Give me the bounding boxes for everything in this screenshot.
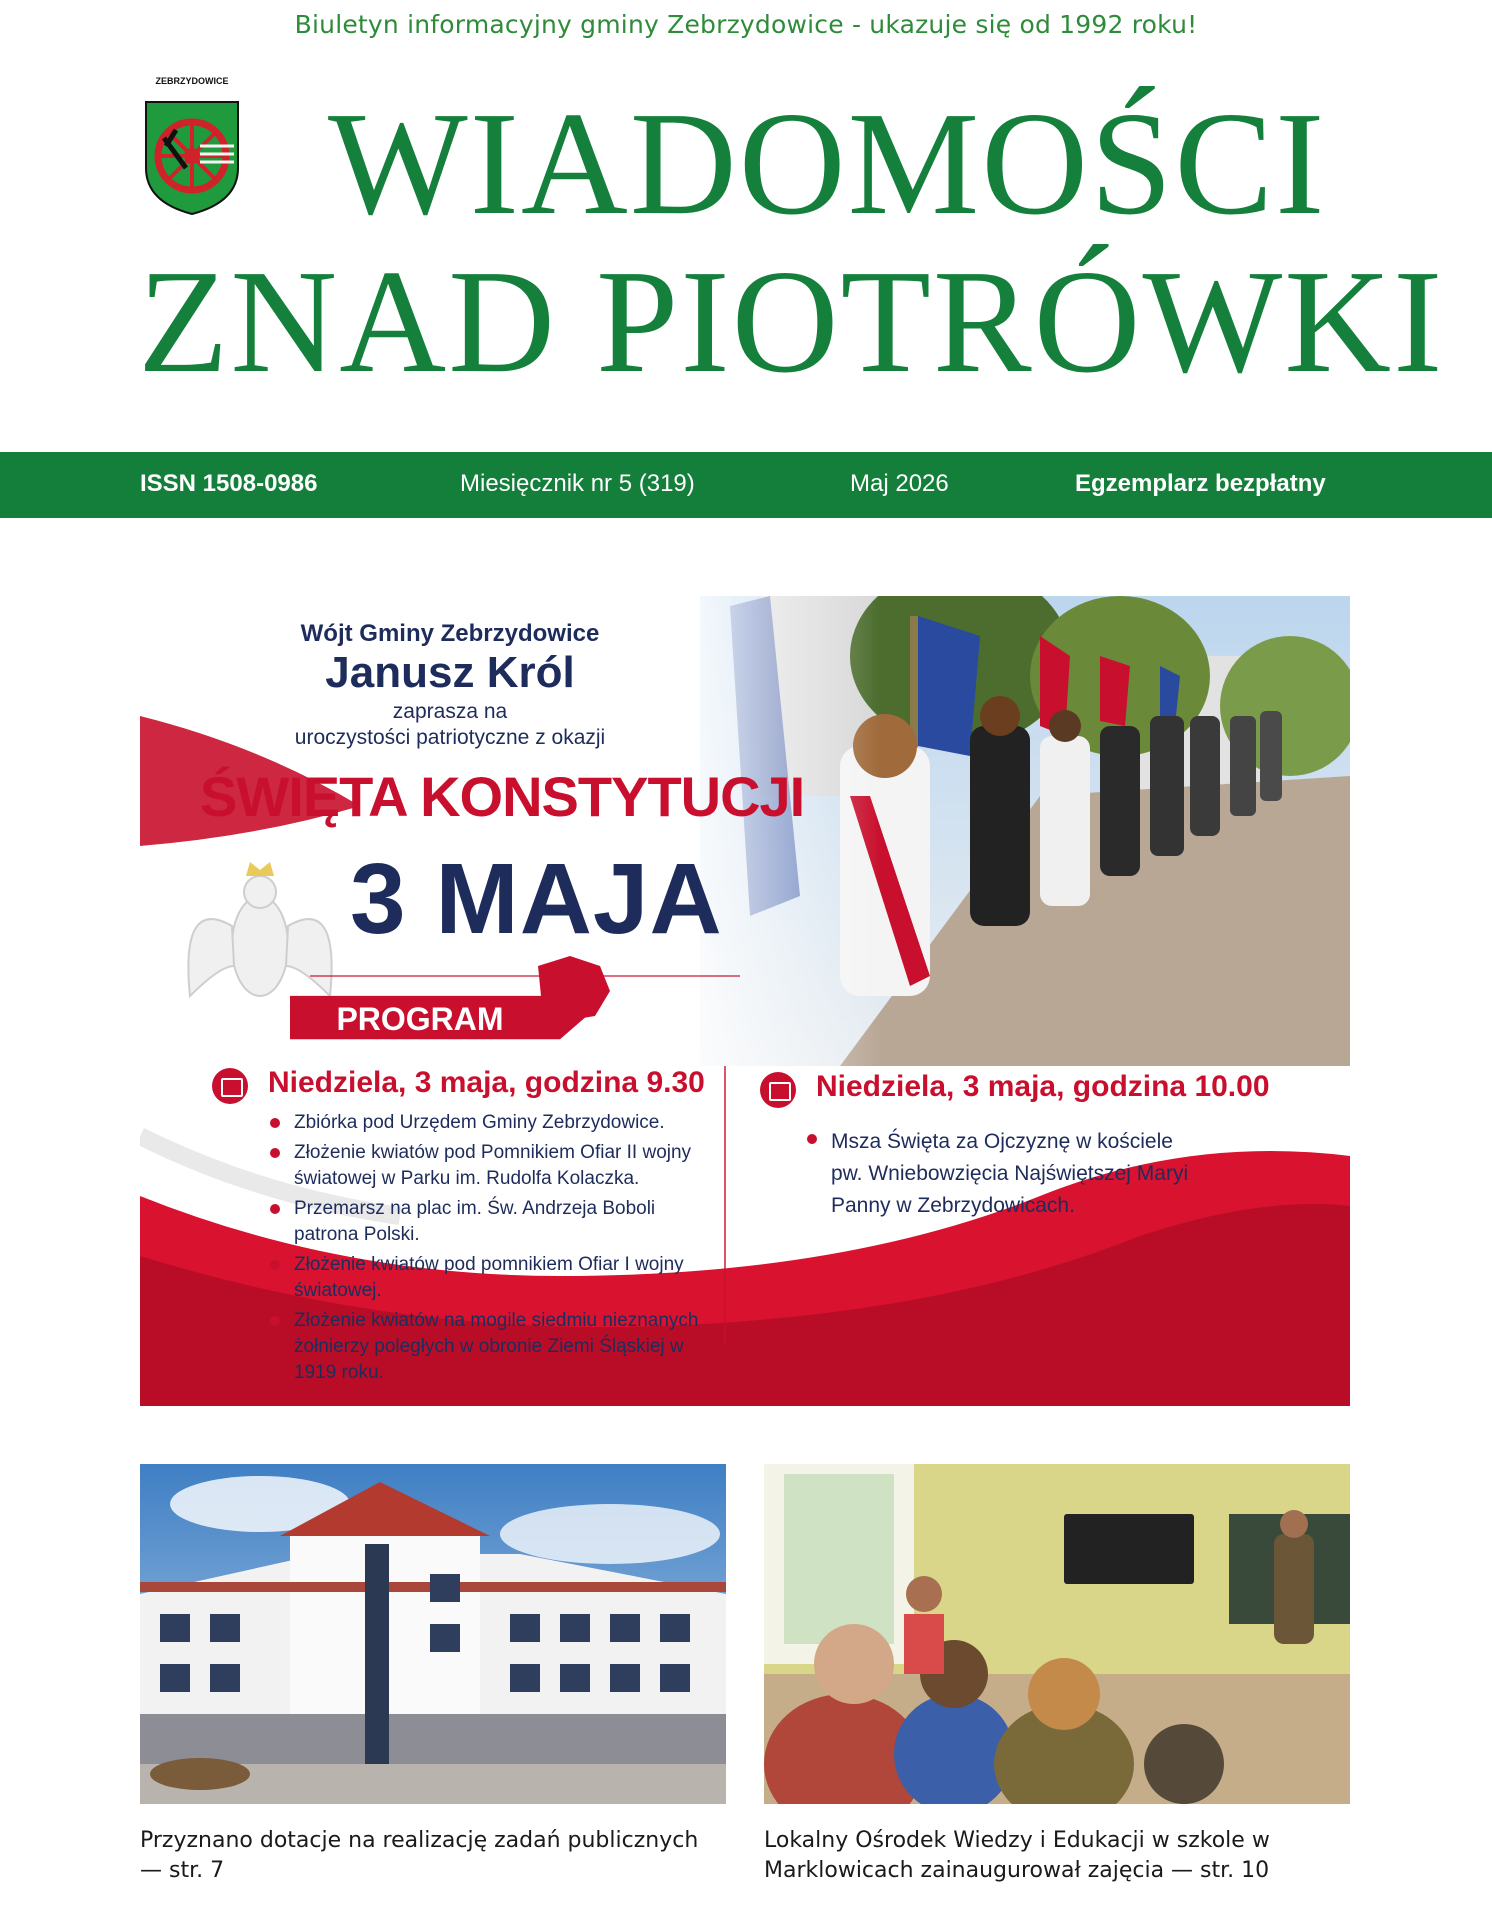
program-label: PROGRAM bbox=[336, 1001, 504, 1037]
column-divider bbox=[724, 1066, 726, 1346]
issue-number: Miesięcznik nr 5 (319) bbox=[460, 470, 695, 497]
masthead-line-1: WIADOMOŚCI bbox=[328, 82, 1327, 246]
list-item: Zbiórka pod Urzędem Gminy Zebrzydowice. bbox=[268, 1110, 708, 1136]
day-1-heading: Niedziela, 3 maja, godzina 9.30 bbox=[268, 1066, 705, 1099]
coat-of-arms-icon bbox=[142, 98, 242, 218]
list-item: Złożenie kwiatów pod Pomnikiem Ofiar II wojny światowej w Parku im. Rudolfa Kolaczka. bbox=[268, 1140, 708, 1192]
calendar-icon bbox=[212, 1068, 248, 1104]
municipal-office-building-photo bbox=[140, 1464, 726, 1804]
day-2-program-list bbox=[805, 1126, 1205, 1226]
calendar-icon bbox=[760, 1072, 796, 1108]
occasion-text: uroczystości patriotyczne z okazji bbox=[294, 726, 606, 749]
crest-label: ZEBRZYDOWICE bbox=[155, 76, 229, 86]
inviter-name: Janusz Król bbox=[325, 648, 575, 697]
day-2-heading: Niedziela, 3 maja, godzina 10.00 bbox=[816, 1070, 1270, 1103]
issn: ISSN 1508-0986 bbox=[140, 470, 318, 497]
invite-text: zaprasza na bbox=[392, 700, 508, 723]
article-caption[interactable]: Przyznano dotacje na realizację zadań publicznych — str. 7 bbox=[140, 1828, 699, 1883]
coat-of-arms bbox=[140, 76, 244, 224]
headline-date: 3 MAJA bbox=[350, 843, 723, 955]
inviter-title: Wójt Gminy Zebrzydowice bbox=[300, 620, 600, 647]
list-item: Złożenie kwiatów pod pomnikiem Ofiar I wojny światowej. bbox=[268, 1252, 708, 1304]
headline-constitution: ŚWIĘTA KONSTYTUCJI bbox=[200, 765, 805, 828]
tagline: Biuletyn informacyjny gminy Zebrzydowice - ukazuje się od 1992 roku! bbox=[294, 10, 1198, 39]
list-item: Msza Święta za Ojczyznę w kościele pw. Wniebowzięcia Najświętszej Maryi Panny w Zebrzydowicach. bbox=[805, 1126, 1205, 1222]
free-copy-label: Egzemplarz bezpłatny bbox=[1075, 470, 1326, 497]
article-caption[interactable]: Lokalny Ośrodek Wiedzy i Edukacji w szkole w Marklowicach zainaugurował zajęcia — str. 10 bbox=[764, 1828, 1270, 1883]
masthead-line-2: ZNAD PIOTRÓWKI bbox=[138, 240, 1445, 404]
list-item: Złożenie kwiatów na mogile siedmiu nieznanych żołnierzy poległych w obronie Ziemi Śląskiej w 1919 roku. bbox=[268, 1308, 708, 1386]
constitution-day-poster bbox=[140, 596, 1350, 1406]
issue-date: Maj 2026 bbox=[850, 470, 949, 497]
list-item: Przemarsz na plac im. Św. Andrzeja Boboli patrona Polski. bbox=[268, 1196, 708, 1248]
day-1-program-list bbox=[268, 1110, 708, 1390]
issue-info-bar bbox=[0, 452, 1492, 518]
classroom-lecture-photo bbox=[764, 1464, 1350, 1804]
